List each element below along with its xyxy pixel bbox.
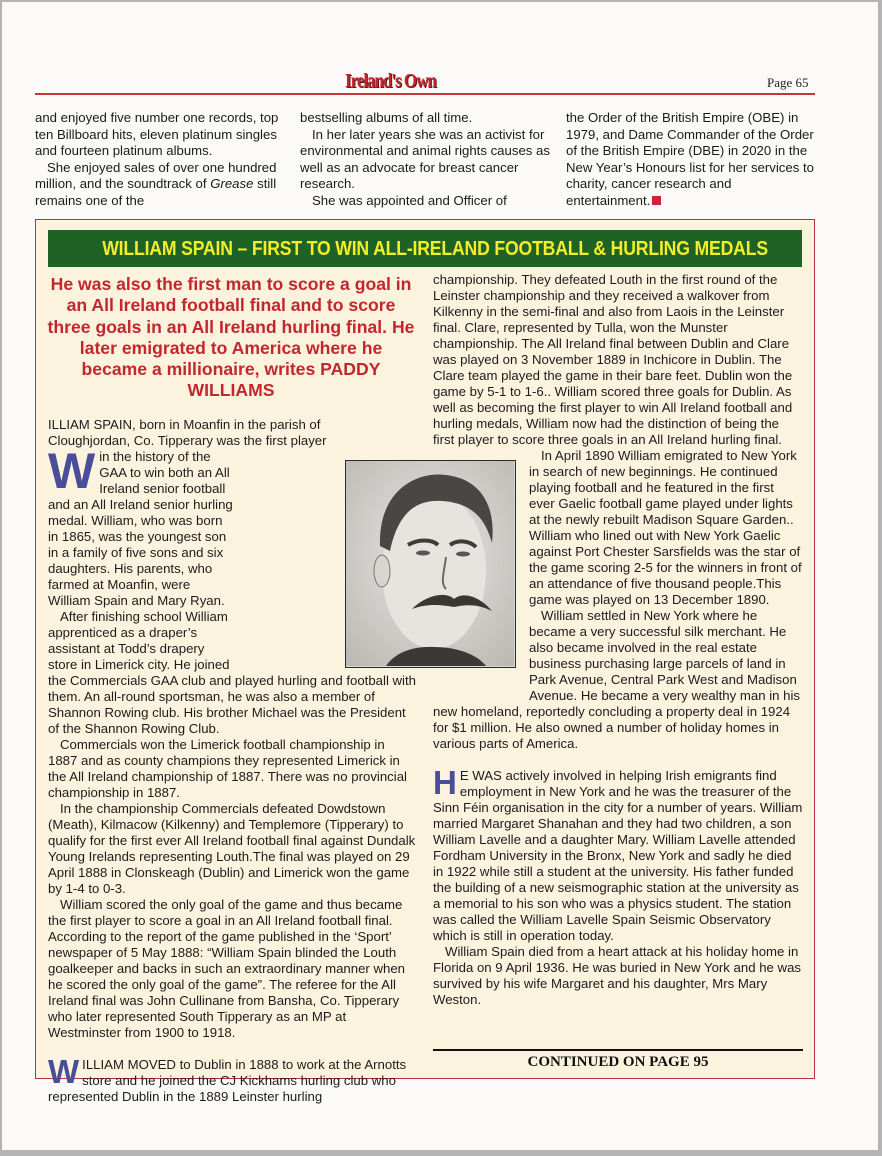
- paragraph: In the championship Commercials defeated Dowdstown (Meath), Kilmacow (Kilkenny) and Templemore (Tipperary) to qualify for the first ever All Ireland football final against Dundalk Young Irelands representing Louth.The final was played on 29 April 1888 in Clonskeagh (Dublin) and Limerick won the game by 1-4 to 0-3.: [48, 801, 416, 896]
- text: ILLIAM SPAIN, born in Moanfin in the parish of Cloughjordan, Co. Tipperary was the first player in the history of the GAA to win both an All Ireland senior football and an All Ireland senior hurling medal. William, who was born in 1865, was the youngest son in a family of five sons and six daughters. His parents, who farmed at Moanfin, were William Spain and Mary Ryan.: [48, 417, 327, 608]
- right-column: [433, 272, 803, 1008]
- text: the Order of the British Empire (OBE) in 1979, and Dame Commander of the Order of the British Empire (DBE) in 2020 in the New Year’s Honours list for her services to charity, cancer research and entertainment.: [566, 110, 814, 208]
- page-number: Page 65: [767, 75, 809, 90]
- section-gap: [433, 752, 803, 768]
- paragraph: bestselling albums of all time.: [300, 110, 473, 125]
- text: still remains one of the: [35, 176, 277, 208]
- italic-title: Grease: [210, 176, 254, 191]
- masthead-logo: Ireland's Own: [345, 70, 436, 92]
- paragraph: [433, 764, 803, 944]
- paragraph: In April 1890 William emigrated to New York in search of new beginnings. He continued playing football and he featured in the first ever Gaelic football game played under lights at the newly rebuilt Madison Square Garden.. William who lined out with New York Gaelic against Port Chester Sarsfields was the star of the game scoring 2-5 for the winners in front of an attendance of five thousand people.This game was played on 13 December 1890.: [529, 448, 802, 607]
- paragraph: [48, 1053, 416, 1105]
- paragraph: She was appointed and Officer of: [312, 192, 507, 208]
- previous-article-col-3: [566, 110, 816, 209]
- article-title-banner: [48, 230, 802, 267]
- spacer: [336, 417, 416, 449]
- section-gap: [48, 1041, 416, 1057]
- continued-rule: [433, 1049, 803, 1051]
- drop-cap: W: [48, 443, 96, 499]
- text: and enjoyed five number one records, top ten Billboard hits, eleven platinum singles and fourteen platinum albums.: [35, 110, 279, 158]
- text: She enjoyed sales of over one hundred million, and the soundtrack of: [35, 159, 277, 191]
- previous-article-col-2: [300, 110, 550, 209]
- magazine-page: [2, 2, 878, 1150]
- paragraph: In her later years she was an activist for environmental and animal rights causes as well as an advocate for breast cancer research.: [300, 126, 550, 191]
- previous-article-col-1: [35, 110, 285, 209]
- paragraph: [566, 110, 816, 209]
- drop-cap: H: [433, 764, 457, 801]
- article-title: WILLIAM SPAIN – FIRST TO WIN ALL-IRELAND FOOTBALL & HURLING MEDALS: [102, 237, 768, 260]
- paragraph: William Spain died from a heart attack at his holiday home in Florida on 9 April 1936. He was buried in New York and he was survived by his wife Margaret and his daughter, Mrs Mary Weston.: [433, 944, 801, 1007]
- paragraph: championship. They defeated Louth in the first round of the Leinster championship and they received a walkover from Kilkenny in the semi-final and also from Laois in the Leinster final. Clare, represented by Tulla, won the Munster championship. The All Ireland final between Dublin and Clare was played on 3 November 1889 in Inchicore in Dublin. The Clare team played the game in their bare feet. Dublin won the game by 5-1 to 1-6.. William scored three goals for Dublin. As well as becoming the first player to win All Ireland football and hurling medals, William now had the distinction of being the first player to score three goals in an All Ireland hurling final.: [433, 272, 793, 447]
- paragraph: [35, 110, 285, 160]
- paragraph: William settled in New York where he became a very successful silk merchant. He also became involved in the real estate business purchasing large parcels of land in Park Avenue, Central Park West and Madison Avenue. He became a very wealthy man in his new homeland, reportedly concluding a property deal in 1924 for $1 million. He also owned a number of holiday homes in various parts of America.: [433, 608, 800, 751]
- article-box: [35, 219, 815, 1104]
- standfirst: He was also the first man to score a goal in an All Ireland football final and to score three goals in an All Ireland hurling final. He later emigrated to America where he became a millionaire, writes PADDY WILLIAMS: [47, 274, 415, 401]
- end-mark-icon: [652, 196, 661, 205]
- header-rule: [35, 93, 815, 95]
- photo-wrap-space: [433, 450, 529, 690]
- drop-cap: W: [48, 1053, 80, 1090]
- text: E WAS actively involved in helping Irish emigrants find employment in New York and he was the treasurer of the Sinn Féin organisation in the city for a number of years. William married Margaret Shanahan and they had two children, a son William Lavelle and a daughter Mary. William Lavelle attended Fordham University in the Bronx, New York and sadly he died in 1922 while still a student at the university. His father funded the building of a new seismographic station at the university as a memorial to his son who was a physics student. The station was called the William Lavelle Spain Seismic Observatory which is still in operation today.: [433, 768, 803, 943]
- paragraph: Commercials won the Limerick football championship in 1887 and as county champions they represented Limerick in the All Ireland championship of 1887. There was no provincial championship in 1887.: [48, 737, 407, 800]
- continued-link[interactable]: CONTINUED ON PAGE 95: [527, 1054, 709, 1070]
- text: ILLIAM MOVED to Dublin in 1888 to work at the Arnotts store and he joined the CJ Kickhams hurling club who represented Dublin in the 1889 Leinster hurling: [48, 1057, 407, 1104]
- paragraph: [35, 160, 285, 210]
- paragraph: After finishing school William apprenticed as a draper’s assistant at Todd’s drapery store in Limerick city. He joined the Commercials GAA club and played hurling and football with them. An all-round sportsman, he was also a member of Shannon Rowing club. His brother Michael was the President of the Shannon Rowing Club.: [48, 609, 416, 736]
- paragraph: William scored the only goal of the game and thus became the first player to score a goal in an All Ireland football final. According to the report of the game published in the ‘Sport’ newspaper of 5 May 1888: “William Spain blinded the Louth goalkeeper and backs in such an extraordinary manner when he scored the only goal of the game”. The referee for the All Ireland final was John Cullinane from Bansha, Co. Tipperary who later represented South Tipperary as an MP at Westminster from 1900 to 1918.: [48, 897, 406, 1040]
